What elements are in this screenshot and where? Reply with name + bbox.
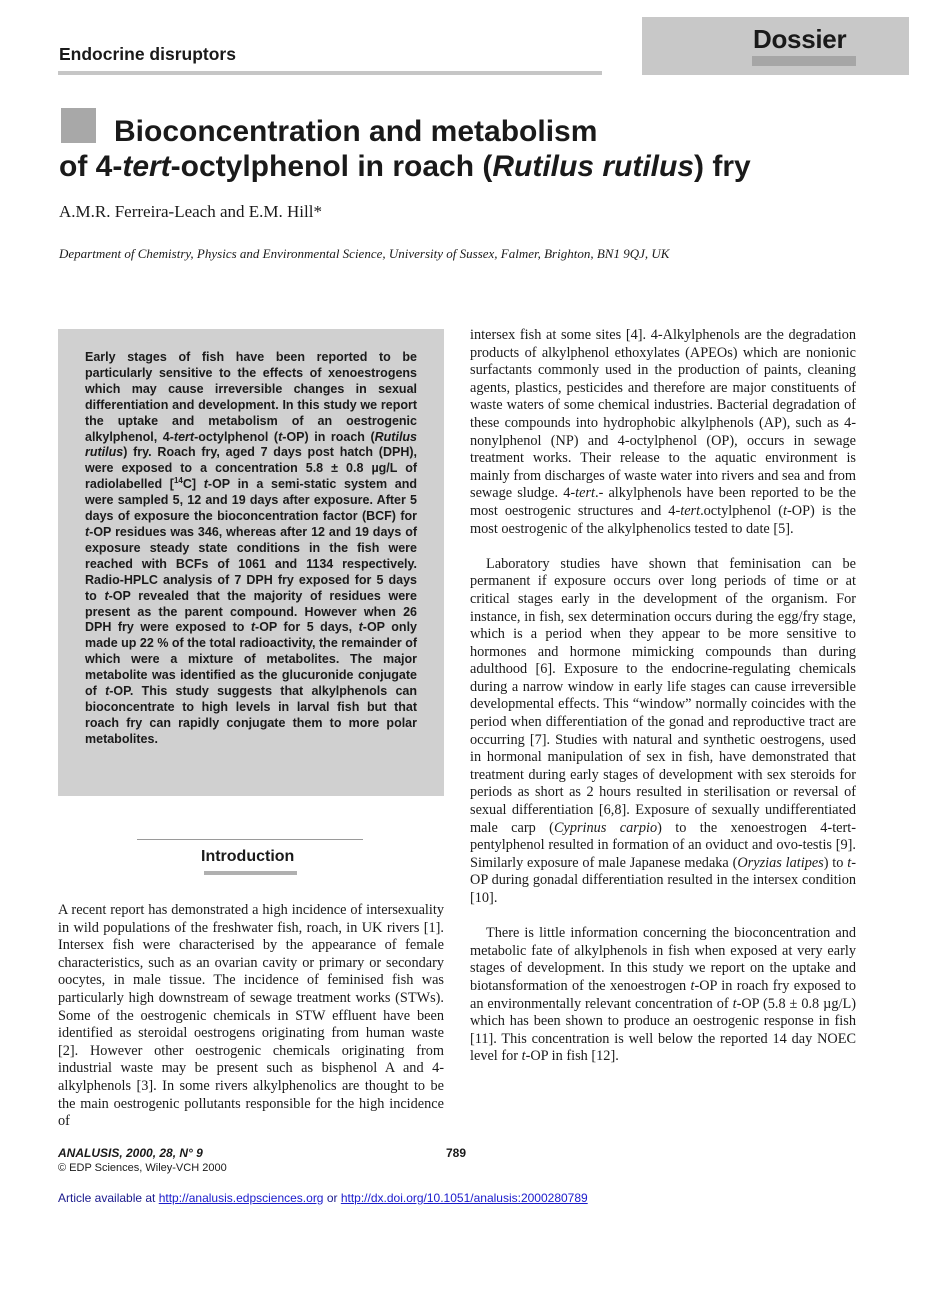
article-title	[59, 114, 859, 184]
journal-link[interactable]: http://analusis.edpsciences.org	[158, 1191, 324, 1205]
dossier-underline	[752, 56, 856, 66]
paragraph: There is little information concerning the bioconcentration and metabolic fate of alkylphenols in fish when exposed at very early stages of development. In this study we report on the uptake and biotansformation of the xenoestrogen t-OP in roach fry exposed to an environmentally relevant concentration of t-OP (5.8 ± 0.8 µg/L) which has been shown to produce an oestrogenic response in fish [11]. This concentration is well below the reported 14 day NOEC level for t-OP in fish [12].	[470, 925, 856, 1065]
section-label: Endocrine disruptors	[59, 44, 236, 64]
affiliation: Department of Chemistry, Physics and Environmental Science, University of Sussex, Falmer, Brighton, BN1 9QJ, UK	[59, 246, 670, 261]
dossier-label: Dossier	[753, 24, 847, 54]
copyright: © EDP Sciences, Wiley-VCH 2000	[58, 1162, 227, 1174]
paragraph: intersex fish at some sites [4]. 4-Alkylphenols are the degradation products of alkylphenol ethoxylates (APEOs) which are nonionic surfactants commonly used in the production of paints, cleaning agents, plastics, pesticides and therefore are major constituents of waste waters of some chemical industries. Bacterial degradation of these compounds into hydrophobic alkylphenols (AP), such as 4-nonylphenol (NP) and 4-octylphenol (OP), occurs in sewage treatment works. Their release to the aquatic environment is mainly from discharges of waste water into rivers and sea and from sewage sludge. 4-tert.- alkylphenols have been reported to be the most oestrogenic structures and 4-tert.octylphenol (t-OP) is the most oestrogenic of the alkylphenolics tested to date [5].	[470, 327, 856, 537]
doi-link[interactable]: http://dx.doi.org/10.1051/analusis:2000280789	[340, 1191, 588, 1205]
paragraph: A recent report has demonstrated a high incidence of intersexuality in wild populations of the freshwater fish, roach, in UK rivers [1]. Intersex fish were characterised by the appearance of female characteristics, such as an ovarian cavity or primary or secondary oocytes, in male tissue. The incidence of feminised fish was particularly high downstream of sewage treatment works (STWs). Some of the oestrogenic chemicals in STW effluent have been identified as steroidal oestrogens originating from human waste [2]. However other oestrogenic chemicals originating from industrial waste may be present such as bisphenol A and 4-alkylphenols [3]. In some rivers alkylphenolics are thought to be the main oestrogenic pollutants responsible for the high incidence of	[58, 902, 444, 1130]
title-line-2: of 4-tert-octylphenol in roach (Rutilus rutilus) fry	[59, 150, 751, 183]
abstract-text: Early stages of fish have been reported to be particularly sensitive to the effects of xenoestrogens which may cause irreversible changes in sexual differentiation and development. In this study we report the uptake and metabolism of an oestrogenic alkylphenol, 4-tert-octylphenol (t-OP) in roach (Rutilus rutilus) fry. Roach fry, aged 7 days post hatch (DPH), were exposed to a concentration 5.8 ± 0.8 µg/L of radiolabelled [$^{14}$C] t-OP in a semi-static system and were sampled 5, 12 and 19 days after exposure. After 5 days of exposure the bioconcentration factor (BCF) for t-OP residues was 346, whereas after 12 and 19 days of exposure steady state conditions in the fish were reached with BCFs of 1061 and 1134 respectively. Radio-HPLC analysis of 7 DPH fry exposed for 5 days to t-OP revealed that the majority of residues were present as the parent compound. However when 26 DPH fry were exposed to t-OP for 5 days, t-OP only made up 22 % of the total radioactivity, the remainder of which were a mixture of metabolites. The major metabolite was identified as the glucuronide conjugate of t-OP. This study suggests that alkylphenols can bioconcentrate to high levels in larval fish but that roach fry can rapidly conjugate them to more polar metabolites.	[85, 350, 417, 746]
paragraph: Laboratory studies have shown that feminisation can be permanent if exposure occurs over long periods of time or at critical stages early in the development of the organism. For instance, in fish, sex determination occurs during the egg/fry stage, which is a period when they appear to be more sensitive to hormones and hormone mimicking compounds than during adulthood [6]. Exposure to the endocrine-regulating chemicals during a narrow window in early life stages can cause irreversible developmental effects. This “window” normally coincides with the period when differentiation of the gonad and reproductive tract are occurring [7]. Studies with natural and synthetic oestrogens, used in hormonal manipulation of sex in fish, have demonstrated that treatment during early stages of development with sex steroids for periods as short as 2 hours resulted in sterilisation or reversal of sexual differentiation [6,8]. Exposure of sexually undifferentiated male carp (Cyprinus carpio) to the xenoestrogen 4-tert-pentylphenol resulted in formation of an oviduct and ovo-testis [9]. Similarly exposure of male Japanese medaka (Oryzias latipes) to t-OP during gonadal differentiation resulted in the intersex condition [10].	[470, 555, 857, 906]
left-column-text	[58, 902, 444, 1131]
header-rule	[58, 71, 602, 75]
intro-underline	[204, 871, 297, 875]
title-line-1: Bioconcentration and metabolism	[114, 115, 598, 148]
intro-rule	[137, 839, 363, 840]
page-number: 789	[446, 1146, 467, 1160]
journal-citation: ANALUSIS, 2000, 28, N° 9	[58, 1146, 203, 1160]
right-column-text	[470, 327, 856, 1066]
article-availability: Article available at http://analusis.edpsciences.org or http://dx.doi.org/10.1051/analusis:2000280789	[58, 1191, 588, 1205]
authors: A.M.R. Ferreira-Leach and E.M. Hill*	[59, 202, 322, 221]
introduction-heading: Introduction	[201, 848, 295, 865]
